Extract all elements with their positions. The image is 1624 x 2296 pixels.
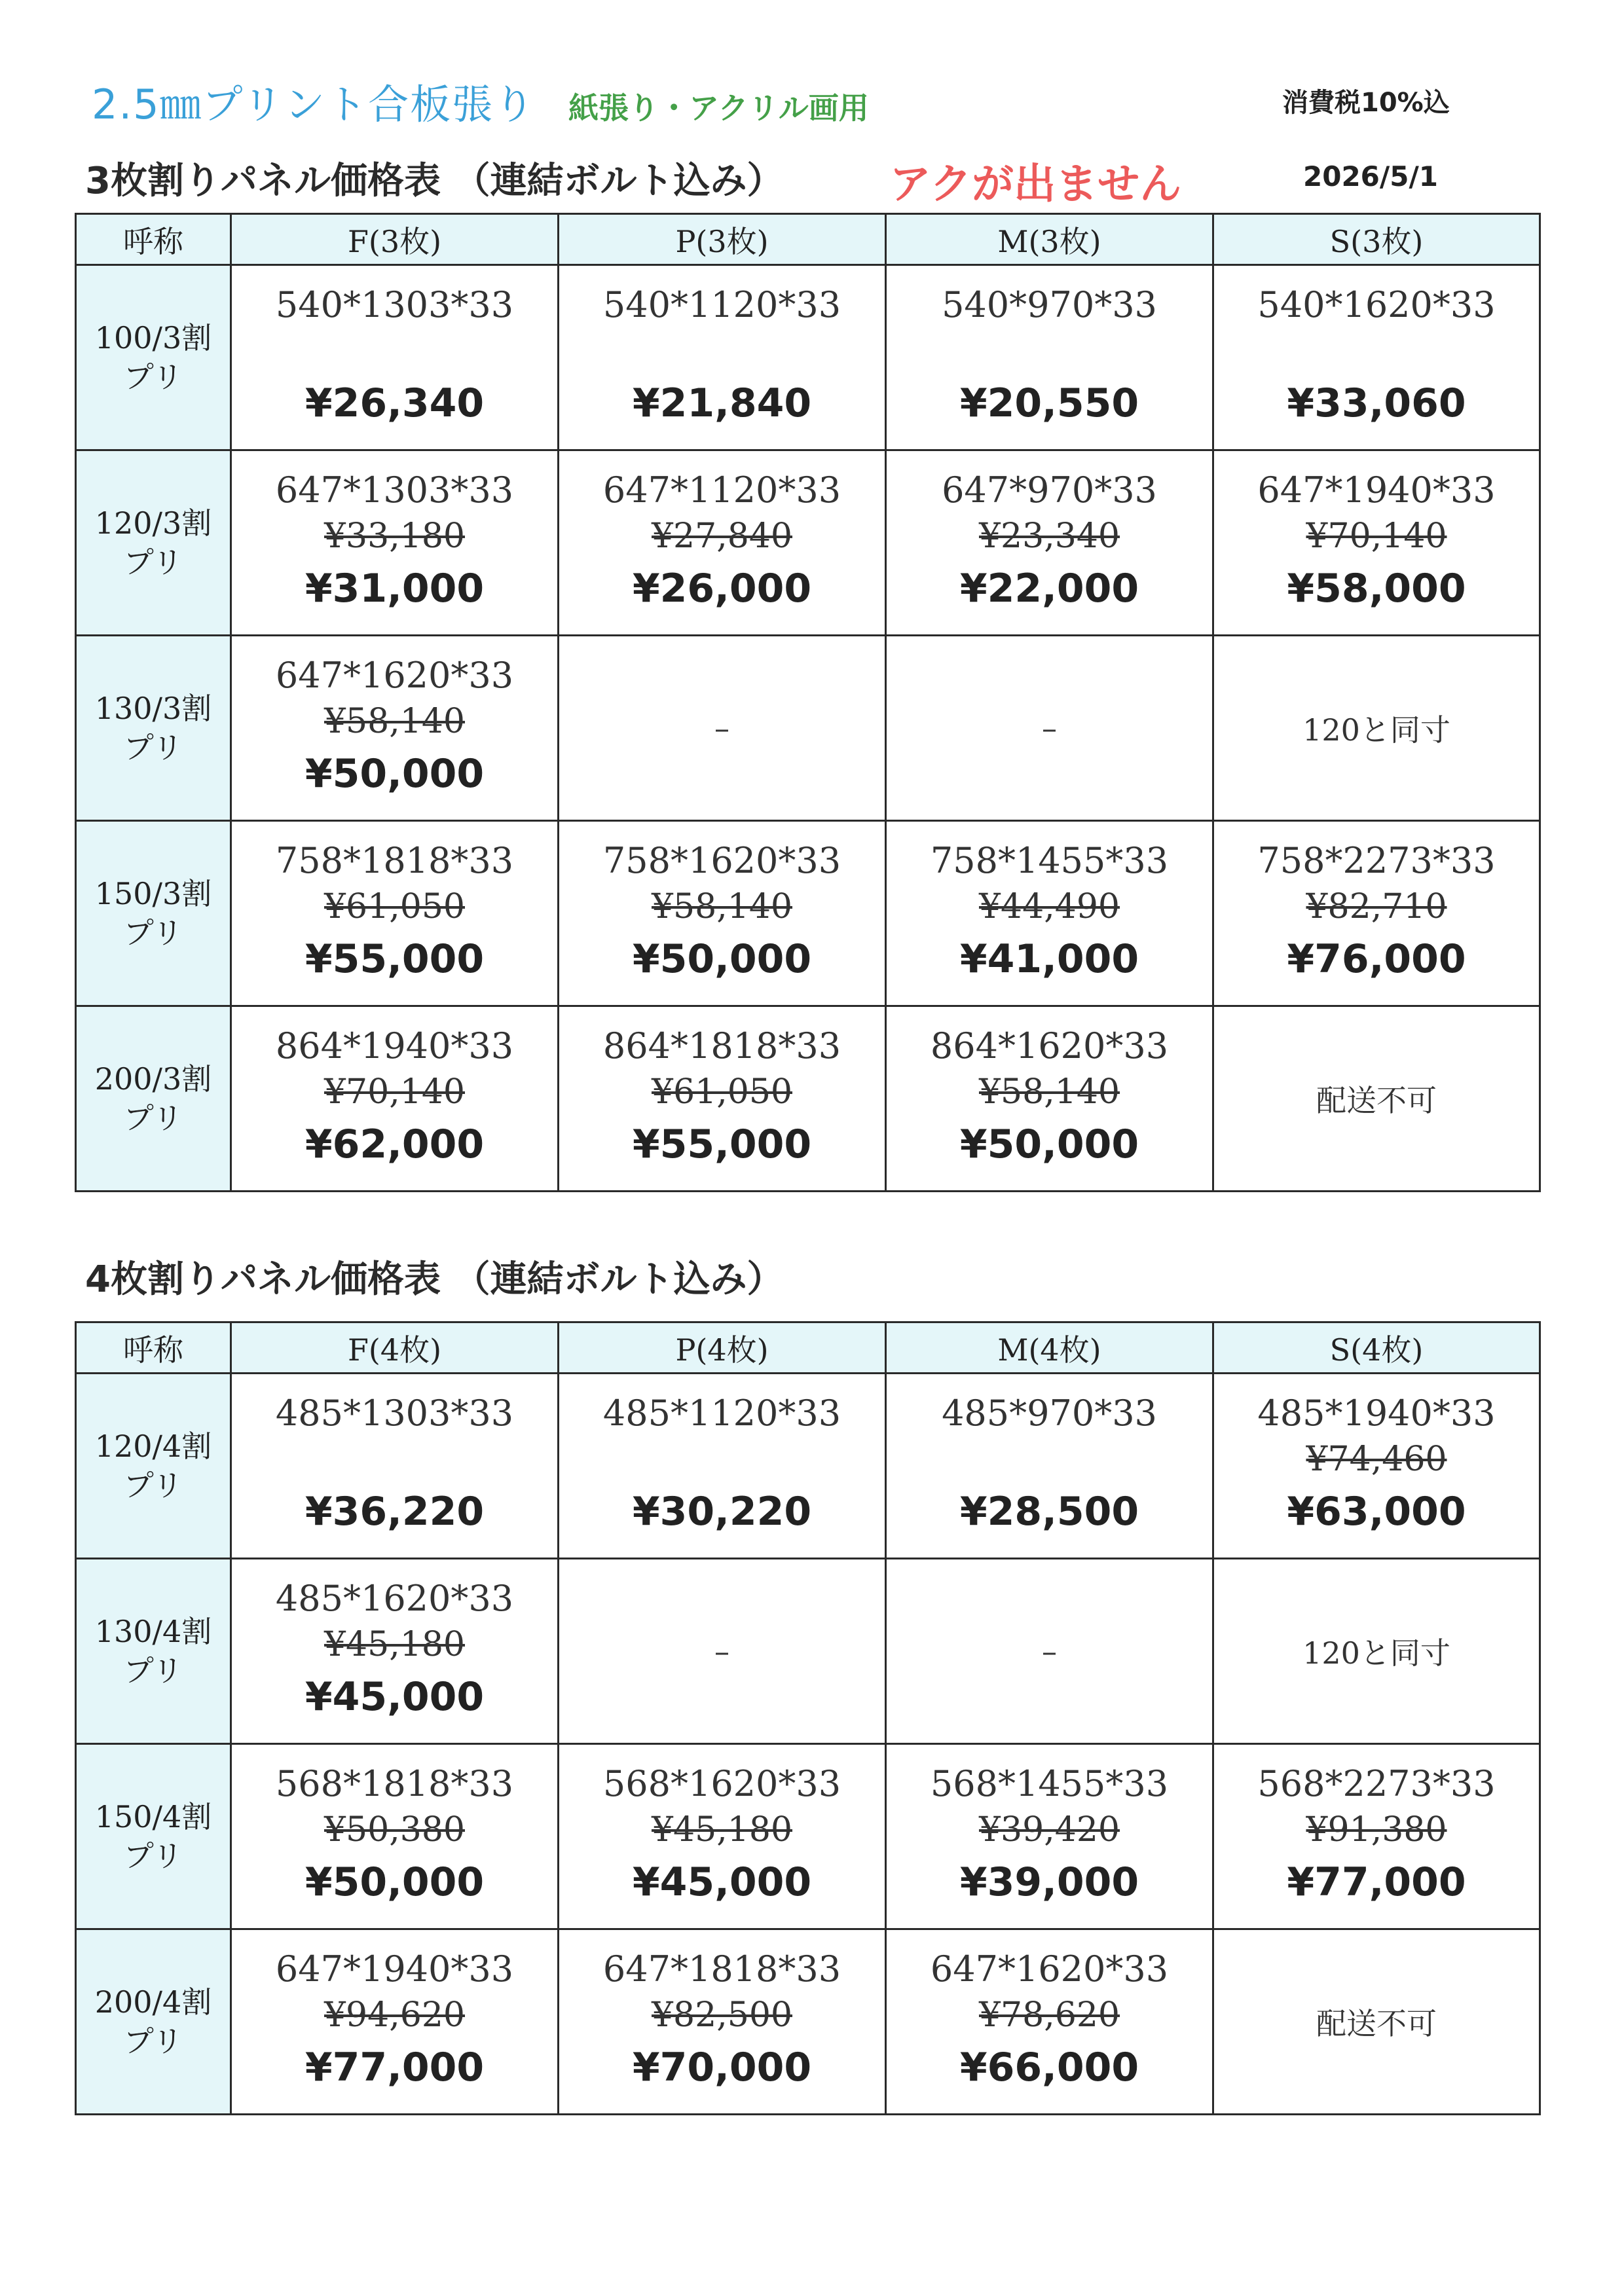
row-name [76, 450, 231, 636]
price-cell [886, 821, 1213, 1006]
old-price: ¥74,460 [1306, 1440, 1447, 1479]
row-name-line: プリ [123, 915, 183, 951]
price: ¥66,000 [959, 2045, 1139, 2090]
price-cell [231, 1744, 559, 1929]
price: ¥39,000 [959, 1859, 1139, 1905]
price: ¥36,220 [304, 1489, 485, 1535]
dimension: 568*2273*33 [1257, 1763, 1496, 1804]
dimension: 647*1818*33 [602, 1948, 841, 1990]
dimension: 540*1620*33 [1257, 284, 1496, 325]
table-row [76, 1929, 1540, 2115]
row-name-line: 150/4割 [94, 1799, 212, 1834]
old-price: ¥58,140 [978, 1072, 1120, 1112]
price-cell [231, 636, 559, 821]
dimension: 485*1303*33 [275, 1393, 514, 1434]
column-header: S(3枚) [1213, 214, 1540, 265]
header-row [76, 214, 1540, 265]
price-cell [231, 450, 559, 636]
dimension: 647*1940*33 [275, 1948, 514, 1990]
price-cell [1213, 265, 1540, 450]
dimension: 540*970*33 [942, 284, 1157, 325]
row-name-line: プリ [123, 1101, 183, 1136]
old-price: ¥61,050 [651, 1072, 793, 1112]
price: ¥45,000 [632, 1859, 812, 1905]
table-row [76, 265, 1540, 450]
row-name [76, 1929, 231, 2115]
row-name-line: 130/3割 [94, 691, 212, 726]
old-price: ¥45,180 [323, 1625, 466, 1664]
price-cell [1213, 1929, 1540, 2115]
price-cell [1213, 450, 1540, 636]
cell-note: 配送不可 [1316, 2006, 1437, 2041]
price-cell [559, 821, 886, 1006]
dimension: 758*1818*33 [275, 840, 514, 881]
warning-text: アクが出ません [889, 160, 1182, 209]
price-cell [1213, 1006, 1540, 1192]
old-price: ¥44,490 [978, 887, 1120, 926]
old-price: ¥94,620 [323, 1995, 466, 2035]
cell-note: – [714, 710, 729, 746]
dimension: 864*1940*33 [275, 1025, 514, 1066]
row-name-line: プリ [123, 359, 183, 395]
price-cell [559, 1929, 886, 2115]
price-cell [886, 450, 1213, 636]
dimension: 568*1455*33 [930, 1763, 1169, 1804]
old-price: ¥45,180 [651, 1810, 793, 1850]
price: ¥20,550 [959, 380, 1139, 426]
spacer [887, 328, 1212, 374]
price-table-4-panel [75, 1321, 1541, 2115]
table-row [76, 821, 1540, 1006]
header-row [76, 1322, 1540, 1374]
price: ¥77,000 [1287, 1859, 1466, 1905]
table-row [76, 636, 1540, 821]
row-name-line: 200/4割 [94, 1984, 212, 2020]
dimension: 647*1620*33 [275, 655, 514, 696]
column-header: F(3枚) [231, 214, 559, 265]
tax-note: 消費税10%込 [1282, 88, 1450, 118]
row-name [76, 1006, 231, 1192]
date: 2026/5/1 [1303, 160, 1439, 192]
dimension: 758*2273*33 [1257, 840, 1496, 881]
row-name-line: 120/4割 [94, 1429, 212, 1464]
column-header: M(4枚) [886, 1322, 1213, 1374]
price-cell [559, 1559, 886, 1744]
price-cell [559, 265, 886, 450]
row-name [76, 265, 231, 450]
cell-note: 配送不可 [1316, 1083, 1437, 1118]
price-cell [886, 1929, 1213, 2115]
main-title: 2.5㎜プリント合板張り [92, 81, 536, 128]
column-header: S(4枚) [1213, 1322, 1540, 1374]
row-name-line: 100/3割 [94, 320, 212, 355]
dimension: 540*1120*33 [602, 284, 841, 325]
table-2-title: 4枚割りパネル価格表 （連結ボルト込み） [85, 1258, 784, 1301]
cell-note: – [1042, 1633, 1057, 1669]
price-cell [886, 265, 1213, 450]
dimension: 864*1818*33 [602, 1025, 841, 1066]
spacer [232, 328, 557, 374]
dimension: 647*1940*33 [1257, 469, 1496, 511]
column-header: P(4枚) [559, 1322, 886, 1374]
spacer [559, 328, 885, 374]
price: ¥50,000 [304, 751, 485, 797]
old-price: ¥61,050 [323, 887, 466, 926]
price: ¥31,000 [304, 566, 485, 611]
column-header: F(4枚) [231, 1322, 559, 1374]
column-header: 呼称 [76, 1322, 231, 1374]
spacer [232, 1436, 557, 1482]
row-name [76, 821, 231, 1006]
table-row [76, 1006, 1540, 1192]
price: ¥26,340 [304, 380, 485, 426]
price-cell [231, 821, 559, 1006]
table-row [76, 1744, 1540, 1929]
old-price: ¥23,340 [978, 517, 1120, 556]
row-name [76, 1744, 231, 1929]
dimension: 758*1455*33 [930, 840, 1169, 881]
row-name [76, 1559, 231, 1744]
cell-note: – [714, 1633, 729, 1669]
cell-note: – [1042, 710, 1057, 746]
row-name-line: 200/3割 [94, 1061, 212, 1097]
column-header: 呼称 [76, 214, 231, 265]
column-header: M(3枚) [886, 214, 1213, 265]
column-header: P(3枚) [559, 214, 886, 265]
price-cell [559, 450, 886, 636]
dimension: 647*970*33 [942, 469, 1157, 511]
spacer [559, 1436, 885, 1482]
price-cell [886, 1006, 1213, 1192]
price: ¥62,000 [304, 1121, 485, 1167]
dimension: 485*1620*33 [275, 1578, 514, 1619]
row-name-line: プリ [123, 1653, 183, 1688]
cell-note: 120と同寸 [1302, 1635, 1450, 1671]
price-table-3-panel [75, 213, 1541, 1192]
dimension: 485*1120*33 [602, 1393, 841, 1434]
dimension: 647*1303*33 [275, 469, 514, 511]
old-price: ¥27,840 [651, 517, 793, 556]
spacer [1214, 328, 1539, 374]
title-line [92, 72, 869, 130]
price-cell [559, 1374, 886, 1559]
price-cell [231, 1374, 559, 1559]
dimension: 864*1620*33 [930, 1025, 1169, 1066]
row-name-line: プリ [123, 1838, 183, 1874]
price: ¥55,000 [632, 1121, 812, 1167]
price: ¥30,220 [632, 1489, 812, 1535]
price: ¥50,000 [632, 936, 812, 982]
price: ¥26,000 [632, 566, 812, 611]
row-name-line: 130/4割 [94, 1614, 212, 1649]
old-price: ¥50,380 [323, 1810, 466, 1850]
table-row [76, 450, 1540, 636]
row-name-line: プリ [123, 1468, 183, 1503]
price: ¥77,000 [304, 2045, 485, 2090]
price: ¥22,000 [959, 566, 1139, 611]
price: ¥50,000 [304, 1859, 485, 1905]
price-cell [886, 1744, 1213, 1929]
price: ¥50,000 [959, 1121, 1139, 1167]
dimension: 758*1620*33 [602, 840, 841, 881]
price-cell [1213, 636, 1540, 821]
price-cell [231, 265, 559, 450]
dimension: 540*1303*33 [275, 284, 514, 325]
table-1-title: 3枚割りパネル価格表 （連結ボルト込み） [85, 160, 784, 202]
price: ¥76,000 [1287, 936, 1466, 982]
row-name [76, 1374, 231, 1559]
old-price: ¥33,180 [323, 517, 466, 556]
row-name-line: プリ [123, 2024, 183, 2059]
price-cell [1213, 1559, 1540, 1744]
dimension: 568*1620*33 [602, 1763, 841, 1804]
row-name-line: 150/3割 [94, 876, 212, 911]
price: ¥21,840 [632, 380, 812, 426]
dimension: 485*970*33 [942, 1393, 1157, 1434]
price-cell [559, 636, 886, 821]
price: ¥33,060 [1287, 380, 1466, 426]
row-name-line: プリ [123, 730, 183, 765]
dimension: 647*1120*33 [602, 469, 841, 511]
row-name [76, 636, 231, 821]
price-cell [1213, 1744, 1540, 1929]
price-cell [886, 1374, 1213, 1559]
old-price: ¥39,420 [978, 1810, 1120, 1850]
old-price: ¥91,380 [1306, 1810, 1447, 1850]
old-price: ¥58,140 [651, 887, 793, 926]
price: ¥70,000 [632, 2045, 812, 2090]
price-cell [886, 1559, 1213, 1744]
row-name-line: 120/3割 [94, 505, 212, 541]
old-price: ¥82,500 [651, 1995, 793, 2035]
old-price: ¥70,140 [323, 1072, 466, 1112]
price-cell [231, 1006, 559, 1192]
price: ¥41,000 [959, 936, 1139, 982]
dimension: 568*1818*33 [275, 1763, 514, 1804]
price: ¥28,500 [959, 1489, 1139, 1535]
sub-title: 紙張り・アクリル画用 [568, 90, 869, 126]
price-cell [886, 636, 1213, 821]
old-price: ¥78,620 [978, 1995, 1120, 2035]
price-cell [231, 1559, 559, 1744]
spacer [887, 1436, 1212, 1482]
price: ¥58,000 [1287, 566, 1466, 611]
row-name-line: プリ [123, 545, 183, 580]
old-price: ¥70,140 [1306, 517, 1447, 556]
price: ¥45,000 [304, 1674, 485, 1720]
old-price: ¥82,710 [1306, 887, 1447, 926]
table-row [76, 1374, 1540, 1559]
price-cell [559, 1006, 886, 1192]
price: ¥55,000 [304, 936, 485, 982]
old-price: ¥58,140 [323, 702, 466, 741]
price-cell [231, 1929, 559, 2115]
price-cell [1213, 821, 1540, 1006]
dimension: 485*1940*33 [1257, 1393, 1496, 1434]
dimension: 647*1620*33 [930, 1948, 1169, 1990]
price: ¥63,000 [1287, 1489, 1466, 1535]
price-cell [1213, 1374, 1540, 1559]
cell-note: 120と同寸 [1302, 712, 1450, 748]
table-row [76, 1559, 1540, 1744]
price-cell [559, 1744, 886, 1929]
